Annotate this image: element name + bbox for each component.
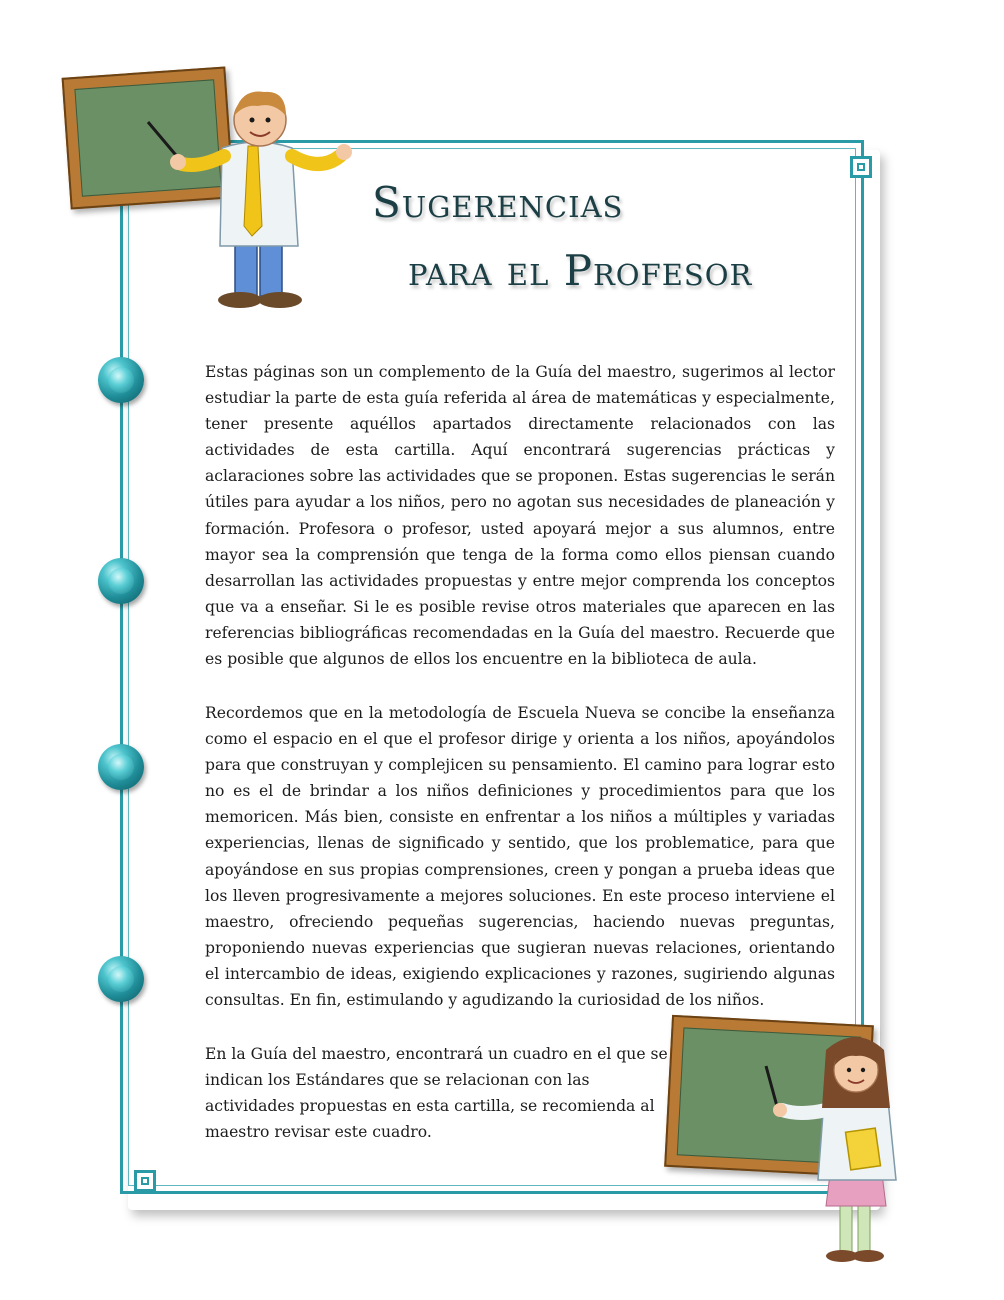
frame-corner-ornament-bottom-left bbox=[134, 1170, 156, 1192]
teacher-man-illustration bbox=[140, 86, 360, 316]
page-title-line-1: Sugerencias bbox=[372, 178, 624, 227]
body-paragraph-2: Recordemos que en la metodología de Escuela Nueva se concibe la enseñanza como el espacio en el que el profesor dirige y orienta a los niños, apoyándolos para que construyan y complejicen su pensamiento. El camino para lograr esto no es el de brindar a los niños definiciones y procedimientos para que los memoricen. Más bien, consiste en enfrentar a los niños a múltiples y variadas experiencias, llenas de significado y sentido, que los problematice, para que apoyándose en sus propias comprensiones, creen y pongan a prueba ideas que los lleven progresivamente a mejores soluciones. En este proceso interviene el maestro, ofreciendo pequeñas sugerencias, haciendo nuevas preguntas, proponiendo nuevas experiencias que sugieran nuevas relaciones, orientando el intercambio de ideas, exigiendo explicaciones y razones, sugiriendo algunas consultas. En fin, estimulando y agudizando la curiosidad de los niños. bbox=[205, 704, 835, 1010]
bullet-sphere-icon bbox=[98, 744, 144, 790]
page-title-line-2: para el Profesor bbox=[408, 246, 753, 295]
bullet-sphere-icon bbox=[98, 357, 144, 403]
bullet-sphere-icon bbox=[98, 956, 144, 1002]
body-paragraph-3: En la Guía del maestro, encontrará un cuadro en el que se indican los Estándares que se relacionan con las actividades propuestas en esta cartilla, se recomienda al maestro revisar este cuadro. bbox=[205, 1045, 668, 1142]
body-paragraph-1: Estas páginas son un complemento de la Guía del maestro, sugerimos al lector estudiar la parte de esta guía referida al área de matemáticas y especialmente, tener presente aquéllos apartados directamente relacionados con las actividades de esta cartilla. Aquí encontrará sugerencias prácticas y aclaraciones sobre las actividades que se proponen. Estas sugerencias le serán útiles para ayudar a los niños, pero no agotan sus necesidades de planeación y formación. Profesora o profesor, usted apoyará mejor a sus alumnos, entre mayor sea la comprensión que tenga de la forma como ellos piensan cuando desarrollan las actividades propuestas y entre mejor comprenda los conceptos que va a enseñar. Si le es posible revise otros materiales que aparecen en las referencias bibliográficas recomendadas en la Guía del maestro. Recuerde que es posible que algunos de ellos los encuentre en la biblioteca de aula. bbox=[205, 363, 835, 669]
frame-corner-ornament-top-right bbox=[850, 156, 872, 178]
bullet-sphere-icon bbox=[98, 558, 144, 604]
teacher-woman-illustration bbox=[760, 1030, 910, 1270]
